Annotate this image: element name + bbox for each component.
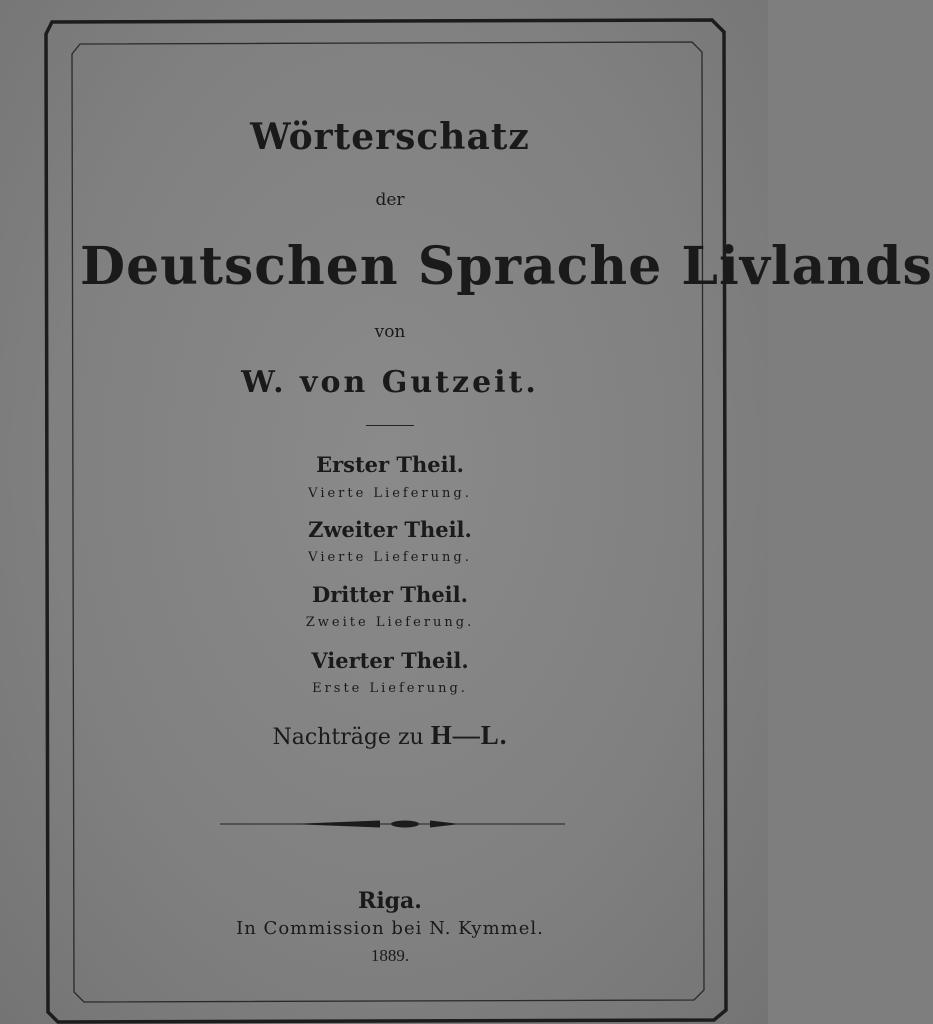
supplement-range: H—L. [430,720,508,750]
imprint-publisher: In Commission bei N. Kymmel. [236,918,544,939]
part-2-title: Zweiter Theil. [308,517,472,542]
ornamental-rule [140,815,570,833]
supplement-line [80,720,700,751]
part-3-subtitle: Zweite Lieferung. [305,615,475,630]
part-1-title: Erster Theil. [316,452,464,477]
imprint-place: Riga. [358,888,422,914]
part-1-subtitle: Vierte Lieferung. [308,486,472,501]
imprint-year: 1889. [370,946,410,965]
part-4-title: Vierter Theil. [311,648,469,673]
cover-text [80,0,933,1024]
author-prefix: von [374,322,406,342]
title-connector: der [375,190,405,210]
author-name: W. von Gutzeit. [241,365,539,400]
part-3-title: Dritter Theil. [312,582,468,607]
title-top: Wörterschatz [250,116,530,158]
part-2-subtitle: Vierte Lieferung. [308,550,472,565]
supplement-label: Nachträge zu [272,725,424,750]
page-title: Deutschen Sprache Livlands [80,236,933,297]
part-4-subtitle: Erste Lieferung. [312,681,468,696]
divider [366,425,414,426]
